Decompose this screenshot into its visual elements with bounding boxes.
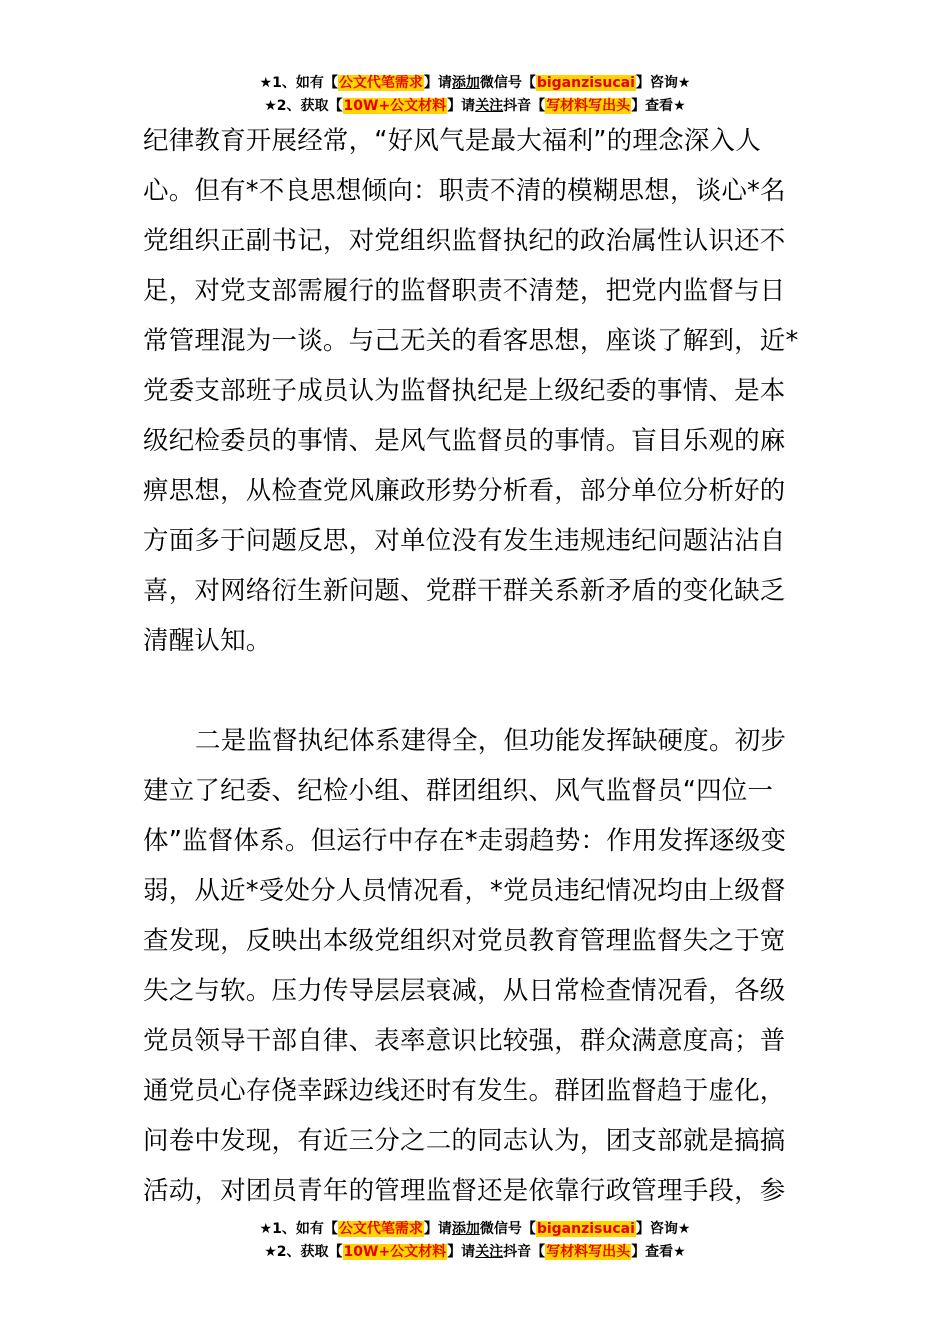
header-banner xyxy=(0,72,950,118)
text-line: 建立了纪委、纪检小组、群团组织、风气监督员“四位一 xyxy=(143,776,774,806)
footer-banner xyxy=(0,1218,950,1264)
highlight-wechat-id: biganzisucai xyxy=(536,1221,635,1237)
highlight-service: 公文代笔需求 xyxy=(338,75,423,91)
banner-text: 微信号【 xyxy=(479,75,536,91)
highlight-account: 写材料写出头 xyxy=(546,98,631,114)
text-line: 通党员心存侥幸踩边线还时有发生。群团监督趋于虚化， xyxy=(143,1076,786,1106)
banner-text: 】查看★ xyxy=(631,1244,686,1260)
banner-text: 】请 xyxy=(447,98,476,114)
banner-text: ★2、获取【 xyxy=(264,1244,343,1260)
banner-text: 】查看★ xyxy=(631,98,686,114)
banner-text: 】咨询★ xyxy=(635,1221,691,1237)
highlight-materials: 10W+公文材料 xyxy=(343,98,447,114)
banner-underlined: 添加 xyxy=(451,75,480,91)
highlight-wechat-id: biganzisucai xyxy=(536,75,635,91)
highlight-account: 写材料写出头 xyxy=(546,1244,631,1260)
text-line: 失之与软。压力传导层层衰减，从日常检查情况看，各级 xyxy=(143,976,786,1006)
highlight-service: 公文代笔需求 xyxy=(338,1221,423,1237)
text-line: 活动，对团员青年的管理监督还是依靠行政管理手段，参 xyxy=(143,1176,786,1206)
banner-text: 微信号【 xyxy=(479,1221,536,1237)
banner-line-1 xyxy=(0,1218,950,1241)
banner-line-2 xyxy=(0,95,950,118)
banner-underlined: 添加 xyxy=(451,1221,480,1237)
text-line: 党员领导干部自律、表率意识比较强，群众满意度高；普 xyxy=(143,1026,786,1056)
banner-text: ★1、如有【 xyxy=(259,1221,338,1237)
text-line: 体”监督体系。但运行中存在*走弱趋势：作用发挥逐级变 xyxy=(143,826,787,856)
banner-underlined: 关注 xyxy=(475,1244,504,1260)
banner-text: 】请 xyxy=(423,75,452,91)
banner-text: 】请 xyxy=(447,1244,476,1260)
banner-line-1 xyxy=(0,72,950,95)
banner-text: 抖音【 xyxy=(503,98,546,114)
text-line: 方面多于问题反思，对单位没有发生违规违纪问题沾沾自 xyxy=(143,526,786,556)
banner-line-2 xyxy=(0,1241,950,1264)
paragraph-gap xyxy=(143,666,809,716)
paragraph-first-line: 二是监督执纪体系建得全，但功能发挥缺硬度。初步 xyxy=(195,726,787,756)
banner-underlined: 关注 xyxy=(475,98,504,114)
text-line: 查发现，反映出本级党组织对党员教育管理监督失之于宽 xyxy=(143,926,786,956)
text-line: 喜，对网络衍生新问题、党群干群关系新矛盾的变化缺乏 xyxy=(143,576,786,606)
text-line: 清醒认知。 xyxy=(143,626,272,656)
banner-text: 】咨询★ xyxy=(635,75,691,91)
banner-text: ★2、获取【 xyxy=(264,98,343,114)
text-line: 级纪检委员的事情、是风气监督员的事情。盲目乐观的麻 xyxy=(143,426,786,456)
text-line: 足，对党支部需履行的监督职责不清楚，把党内监督与日 xyxy=(143,276,786,306)
banner-text: 抖音【 xyxy=(503,1244,546,1260)
text-line: 心。但有*不良思想倾向：职责不清的模糊思想，谈心*名 xyxy=(143,176,786,206)
highlight-materials: 10W+公文材料 xyxy=(343,1244,447,1260)
text-line: 问卷中发现，有近三分之二的同志认为，团支部就是搞搞 xyxy=(143,1126,786,1156)
text-line: 党委支部班子成员认为监督执纪是上级纪委的事情、是本 xyxy=(143,376,786,406)
text-line: 常管理混为一谈。与己无关的看客思想，座谈了解到，近* xyxy=(143,326,799,356)
text-line: 纪律教育开展经常，“好风气是最大福利”的理念深入人 xyxy=(143,126,761,156)
document-body xyxy=(143,116,809,1216)
banner-text: 】请 xyxy=(423,1221,452,1237)
banner-text: ★1、如有【 xyxy=(259,75,338,91)
text-line: 弱，从近*受处分人员情况看，*党员违纪情况均由上级督 xyxy=(143,876,786,906)
text-line: 党组织正副书记，对党组织监督执纪的政治属性认识还不 xyxy=(143,226,786,256)
text-line: 痹思想，从检查党风廉政形势分析看，部分单位分析好的 xyxy=(143,476,786,506)
